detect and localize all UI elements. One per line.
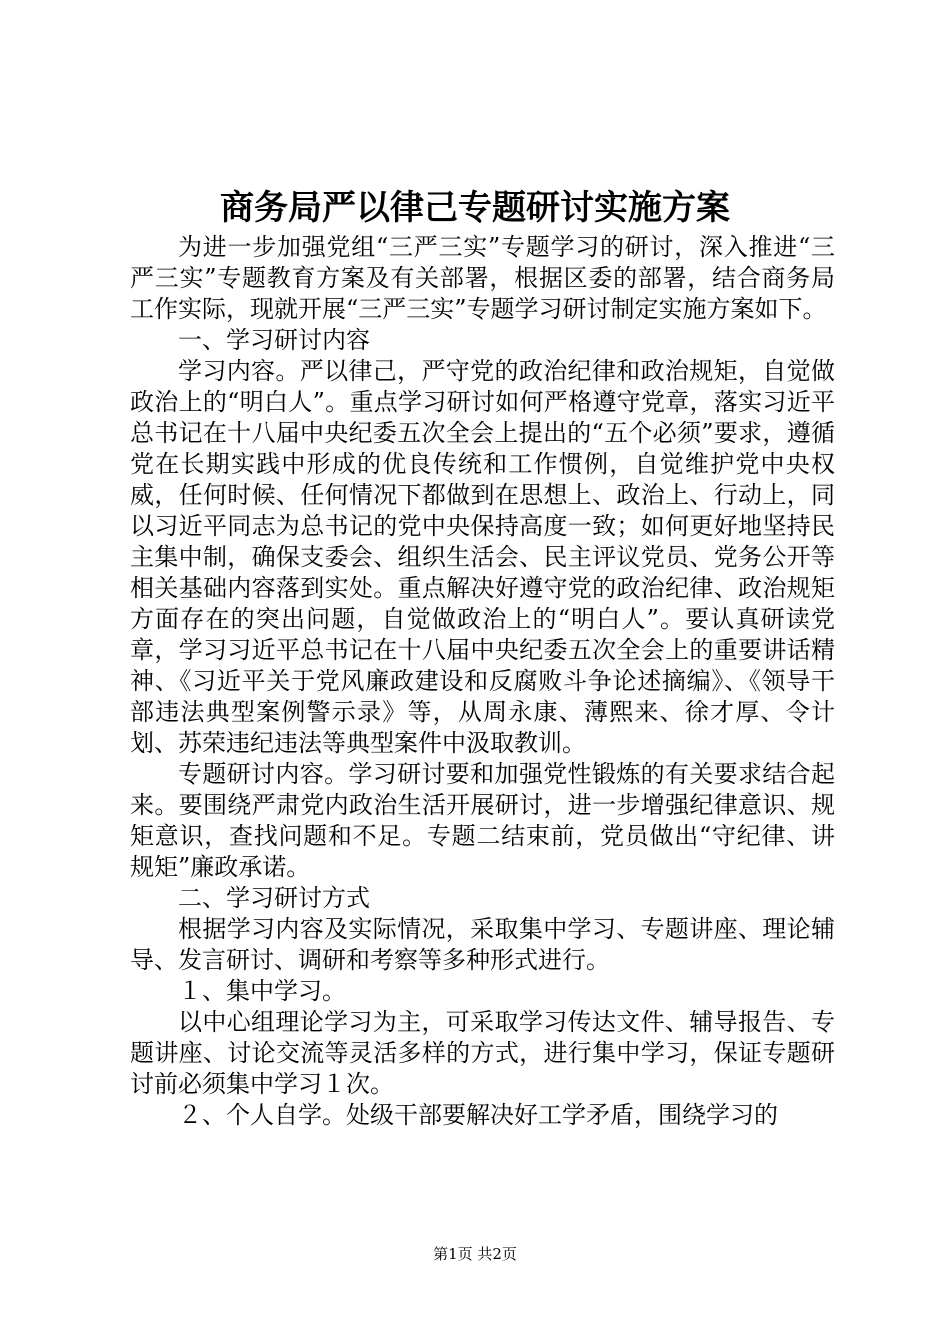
subheading-group-study: １、集中学习。 — [178, 977, 346, 1005]
paragraph-group-study: 以中心组理论学习为主，可采取学习传达文件、辅导报告、专题讲座、讨论交流等灵活多样的方式，进行集中学习，保证专题研讨前必须集中学习１次。 — [130, 1008, 835, 1098]
paragraph-intro: 为进一步加强党组“三严三实”专题学习的研讨，深入推进“三严三实”专题教育方案及有关部署，根据区委的部署，结合商务局工作实际，现就开展“三严三实”专题学习研讨制定实施方案如下。 — [130, 233, 835, 323]
section-heading-2: 二、学习研讨方式 — [178, 884, 370, 912]
document-title: 商务局严以律己专题研讨实施方案 — [220, 188, 730, 228]
page-footer: 第1页 共2页 — [433, 1245, 517, 1263]
section-heading-1: 一、学习研讨内容 — [178, 326, 370, 354]
paragraph-topic-content: 专题研讨内容。学习研讨要和加强党性锻炼的有关要求结合起来。要围绕严肃党内政治生活开展研讨，进一步增强纪律意识、规矩意识，查找问题和不足。专题二结束前，党员做出“守纪律、讲规矩”廉政承诺。 — [130, 760, 835, 881]
document-body — [130, 232, 835, 1131]
paragraph-study-content: 学习内容。严以律己，严守党的政治纪律和政治规矩，自觉做政治上的“明白人”。重点学习研讨如何严格遵守党章，落实习近平总书记在十八届中央纪委五次全会上提出的“五个必须”要求，遵循党在长期实践中形成的优良传统和工作惯例，自觉维护党中央权威，任何时候、任何情况下都做到在思想上、政治上、行动上，同以习近平同志为总书记的党中央保持高度一致；如何更好地坚持民主集中制，确保支委会、组织生活会、民主评议党员、党务公开等相关基础内容落到实处。重点解决好遵守党的政治纪律、政治规矩方面存在的突出问题，自觉做政治上的“明白人”。要认真研读党章，学习习近平总书记在十八届中央纪委五次全会上的重要讲话精神、《习近平关于党风廉政建设和反腐败斗争论述摘编》、《领导干部违法典型案例警示录》等，从周永康、薄熙来、徐才厚、令计划、苏荣违纪违法等典型案件中汲取教训。 — [130, 357, 835, 757]
paragraph-self-study: ２、个人自学。处级干部要解决好工学矛盾，围绕学习的 — [178, 1101, 778, 1129]
paragraph-methods: 根据学习内容及实际情况，采取集中学习、专题讲座、理论辅导、发言研讨、调研和考察等多种形式进行。 — [130, 915, 835, 974]
